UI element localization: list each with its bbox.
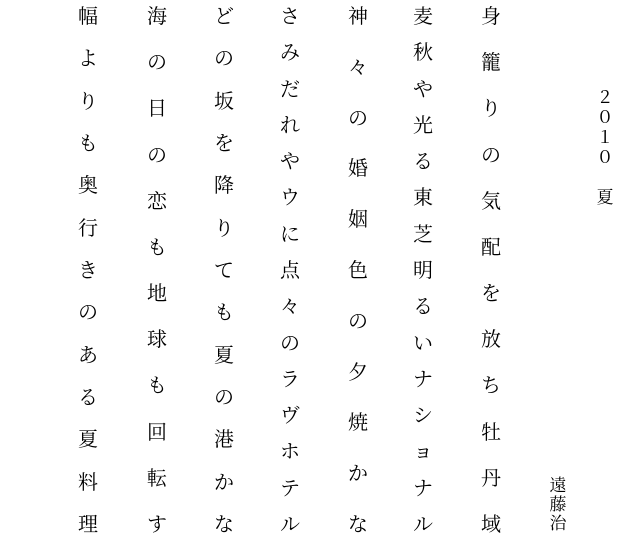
haiku-char: ど — [214, 4, 234, 28]
haiku-char: 料 — [78, 469, 98, 494]
haiku-char: 海 — [147, 4, 167, 28]
haiku-char: 日 — [147, 96, 167, 121]
haiku-char: 焼 — [348, 410, 368, 435]
haiku-char: 光 — [413, 112, 433, 137]
haiku-char: 行 — [78, 215, 98, 240]
haiku-char: 々 — [280, 294, 300, 319]
haiku-char: て — [214, 258, 234, 282]
haiku-char: を — [481, 281, 501, 306]
haiku-char: あ — [78, 342, 98, 367]
haiku-char: 牡 — [481, 419, 501, 444]
haiku-char: い — [413, 330, 433, 355]
haiku-char: 坂 — [214, 88, 234, 113]
haiku-char: 夏 — [78, 427, 98, 452]
haiku-char: 放 — [481, 327, 501, 352]
haiku-char: ラ — [280, 366, 300, 391]
haiku-char: 点 — [280, 258, 300, 282]
haiku-char: 姻 — [348, 207, 368, 232]
haiku-char: 神 — [348, 4, 368, 28]
haiku-char: り — [78, 88, 98, 113]
haiku-char: の — [348, 308, 368, 333]
haiku-char: 転 — [147, 465, 167, 490]
haiku-char: 地 — [147, 281, 167, 306]
haiku-char: れ — [280, 112, 300, 137]
haiku-char: に — [280, 221, 300, 246]
haiku-char: 々 — [348, 54, 368, 79]
haiku-char: 夏 — [214, 342, 234, 367]
title-char: １ — [596, 128, 614, 148]
haiku-char: 東 — [413, 185, 433, 210]
haiku-char: る — [413, 149, 433, 174]
haiku-char: す — [147, 512, 167, 536]
haiku-char: も — [147, 234, 167, 259]
haiku-char: の — [147, 50, 167, 75]
haiku-char: な — [214, 512, 234, 536]
haiku-char: き — [78, 258, 98, 282]
author-char: 治 — [549, 514, 567, 534]
haiku-char: 理 — [78, 512, 98, 536]
haiku-char: ホ — [280, 439, 300, 464]
haiku-char: 丹 — [481, 465, 501, 490]
haiku-char: の — [214, 46, 234, 71]
haiku-char: る — [413, 294, 433, 319]
haiku-char: み — [280, 40, 300, 65]
haiku-char: 明 — [413, 258, 433, 282]
haiku-char: 降 — [214, 173, 234, 198]
haiku-char: の — [147, 142, 167, 167]
haiku-char: ナ — [413, 366, 433, 391]
haiku-char: も — [214, 300, 234, 325]
haiku-char: 港 — [214, 427, 234, 452]
haiku-char: る — [78, 385, 98, 409]
haiku-char: 球 — [147, 327, 167, 352]
author-char: 藤 — [549, 495, 567, 515]
haiku-char: の — [78, 300, 98, 325]
haiku-char: 芝 — [413, 221, 433, 246]
haiku-char: の — [280, 330, 300, 355]
haiku-char: な — [348, 512, 368, 536]
haiku-char: 秋 — [413, 40, 433, 65]
haiku-char: 籠 — [481, 50, 501, 75]
haiku-char: 回 — [147, 419, 167, 444]
haiku-char: 婚 — [348, 156, 368, 181]
haiku-char: だ — [280, 76, 300, 101]
haiku-char: 配 — [481, 234, 501, 259]
haiku-char: り — [481, 96, 501, 121]
haiku-char: 気 — [481, 188, 501, 213]
author-char: 遠 — [549, 476, 567, 496]
haiku-char: よ — [78, 46, 98, 71]
title-char: ２ — [596, 88, 614, 108]
haiku-char: ナ — [413, 475, 433, 500]
title-char: ０ — [596, 148, 614, 168]
haiku-char: も — [147, 373, 167, 398]
haiku-char: や — [413, 76, 433, 101]
haiku-char: ウ — [280, 185, 300, 210]
haiku-char: か — [214, 469, 234, 494]
haiku-char: ル — [413, 512, 433, 536]
haiku-char: も — [78, 131, 98, 155]
haiku-char: ル — [280, 512, 300, 536]
haiku-char: 色 — [348, 258, 368, 282]
haiku-char: 幅 — [78, 4, 98, 28]
haiku-char: や — [280, 149, 300, 174]
haiku-char: 奥 — [78, 173, 98, 198]
haiku-char: 域 — [481, 512, 501, 536]
haiku-char: の — [214, 385, 234, 409]
haiku-char: ョ — [413, 439, 433, 464]
title-char: ０ — [596, 108, 614, 128]
haiku-char: の — [481, 142, 501, 167]
haiku-char: ヴ — [280, 403, 300, 428]
haiku-char: 麦 — [413, 4, 433, 28]
haiku-char: さ — [280, 4, 300, 28]
title-char — [587, 168, 623, 188]
haiku-char: シ — [413, 403, 433, 428]
haiku-char: テ — [280, 475, 300, 500]
haiku-char: り — [214, 215, 234, 240]
haiku-char: ち — [481, 373, 501, 398]
haiku-char: を — [214, 131, 234, 155]
haiku-char: か — [348, 461, 368, 486]
haiku-char: 身 — [481, 4, 501, 28]
title-char: 夏 — [596, 188, 614, 208]
haiku-char: 恋 — [147, 188, 167, 213]
haiku-char: の — [348, 105, 368, 130]
haiku-char: 夕 — [348, 359, 368, 384]
